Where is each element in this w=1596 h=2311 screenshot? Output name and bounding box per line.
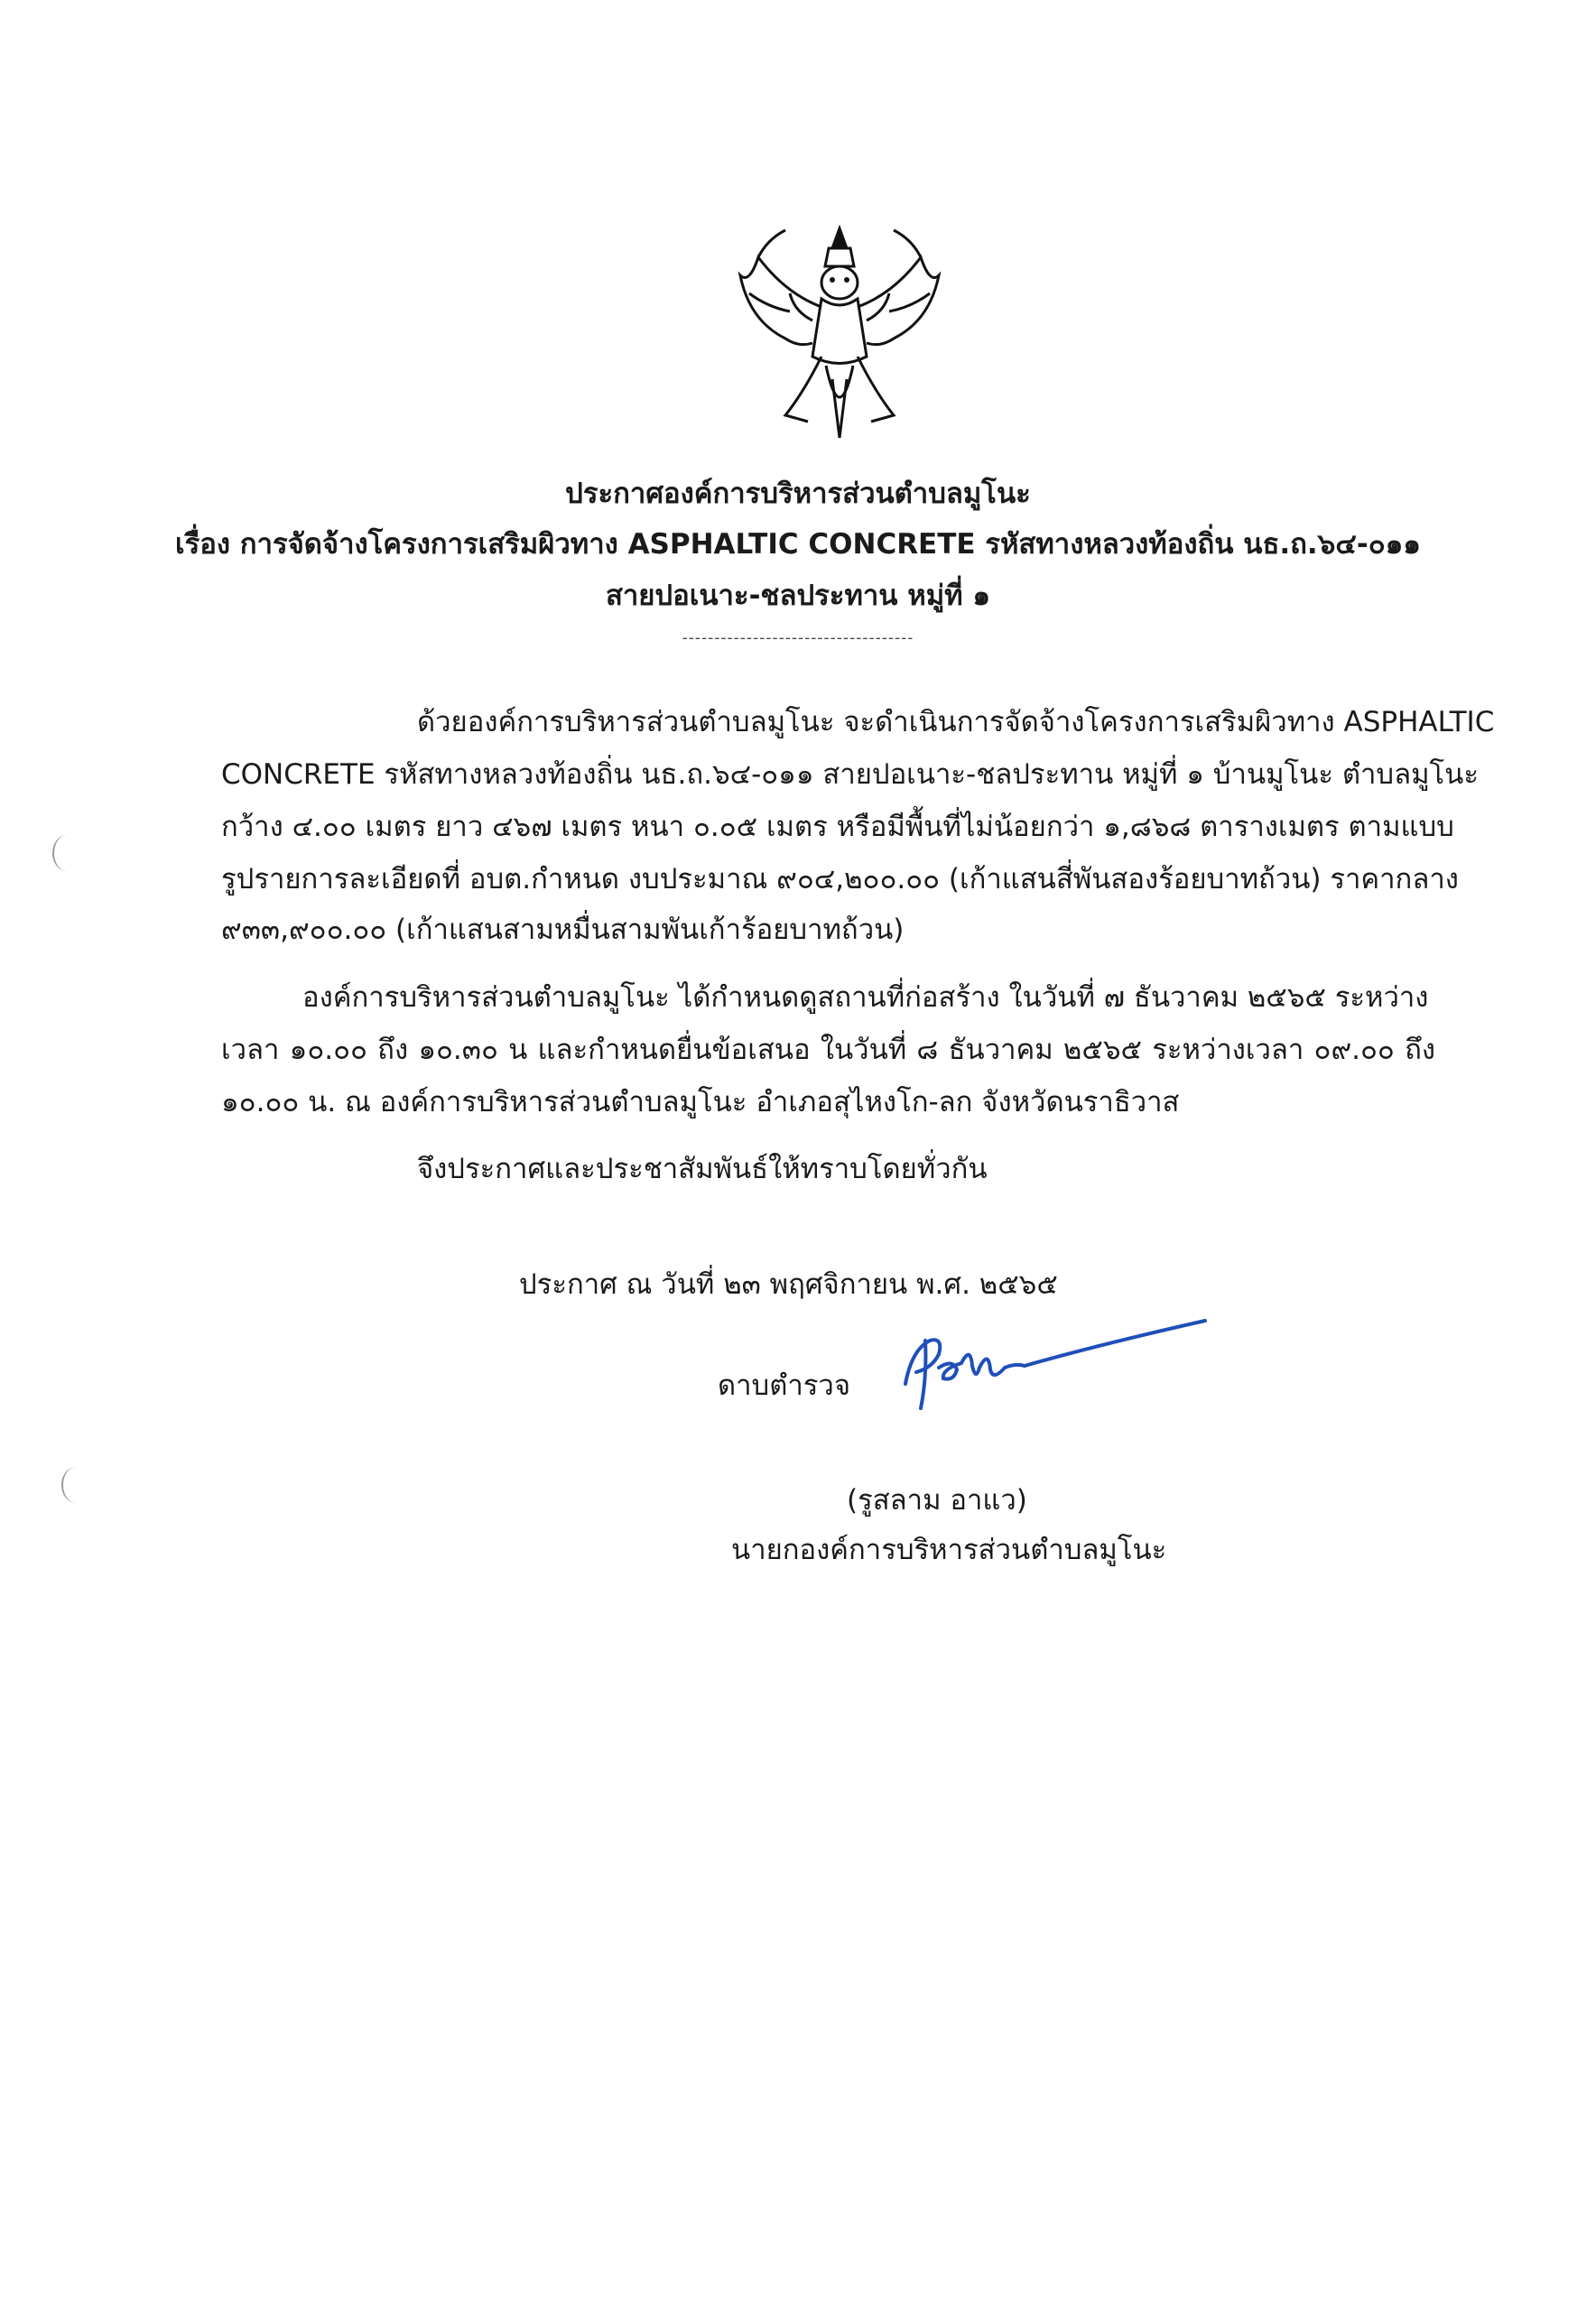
announce-date: ประกาศ ณ วันที่ ๒๓ พฤศจิกายน พ.ศ. ๒๕๖๕: [519, 1268, 1058, 1301]
announcement-subject-route: สายปอเนาะ-ชลประทาน หมู่ที่ ๑: [605, 580, 991, 612]
punch-hole-mark: [61, 1467, 90, 1503]
para1-line1: ด้วยองค์การบริหารส่วนตำบลมูโนะ จะดำเนินการจัดจ้างโครงการเสริมผิวทาง ASPHALTIC: [417, 706, 1495, 738]
handwritten-signature: [889, 1313, 1214, 1413]
para1-line4: รูปรายการละเอียดที่ อบต.กำหนด งบประมาณ ๙๐๔,๒๐๐.๐๐ (เก้าแสนสี่พันสองร้อยบาทถ้วน) ราคากลาง: [221, 863, 1459, 896]
announcement-subject: เรื่อง การจัดจ้างโครงการเสริมผิวทาง ASPHALTIC CONCRETE รหัสทางหลวงท้องถิ่น นธ.ถ.๖๔-๐๑๑: [175, 528, 1421, 561]
announcement-title: ประกาศองค์การบริหารส่วนตำบลมูโนะ: [565, 478, 1031, 510]
para2-line2: เวลา ๑๐.๐๐ ถึง ๑๐.๓๐ น และกำหนดยื่นข้อเสนอ ในวันที่ ๘ ธันวาคม ๒๕๖๕ ระหว่างเวลา ๐๙.๐๐ ถึง: [221, 1034, 1435, 1066]
officer-rank-label: ดาบตำรวจ: [718, 1369, 850, 1402]
para1-line3: กว้าง ๔.๐๐ เมตร ยาว ๔๖๗ เมตร หนา ๐.๐๕ เมตร หรือมีพื้นที่ไม่น้อยกว่า ๑,๘๖๘ ตารางเมตร ตามแบบ: [221, 811, 1454, 843]
para3-line: จึงประกาศและประชาสัมพันธ์ให้ทราบโดยทั่วกัน: [417, 1153, 988, 1185]
signer-title: นายกองค์การบริหารส่วนตำบลมูโนะ: [731, 1534, 1167, 1566]
para1-line2: CONCRETE รหัสทางหลวงท้องถิ่น นธ.ถ.๖๔-๐๑๑ สายปอเนาะ-ชลประทาน หมู่ที่ ๑ บ้านมูโนะ ตำบลมูโนะ: [221, 758, 1480, 791]
para2-line1: องค์การบริหารส่วนตำบลมูโนะ ได้กำหนดดูสถานที่ก่อสร้าง ในวันที่ ๗ ธันวาคม ๒๕๖๕ ระหว่าง: [302, 981, 1429, 1014]
garuda-emblem-icon: [722, 221, 957, 447]
signer-name: (รูสลาม อาแว): [847, 1484, 1027, 1517]
punch-hole-mark: [52, 835, 81, 871]
para1-line5: ๙๓๓,๙๐๐.๐๐ (เก้าแสนสามหมื่นสามพันเก้าร้อยบาทถ้วน): [221, 914, 905, 946]
separator-rule: ------------------------------------: [682, 629, 914, 647]
para2-line3: ๑๐.๐๐ น. ณ องค์การบริหารส่วนตำบลมูโนะ อำเภอสุไหงโก-ลก จังหวัดนราธิวาส: [221, 1086, 1180, 1118]
